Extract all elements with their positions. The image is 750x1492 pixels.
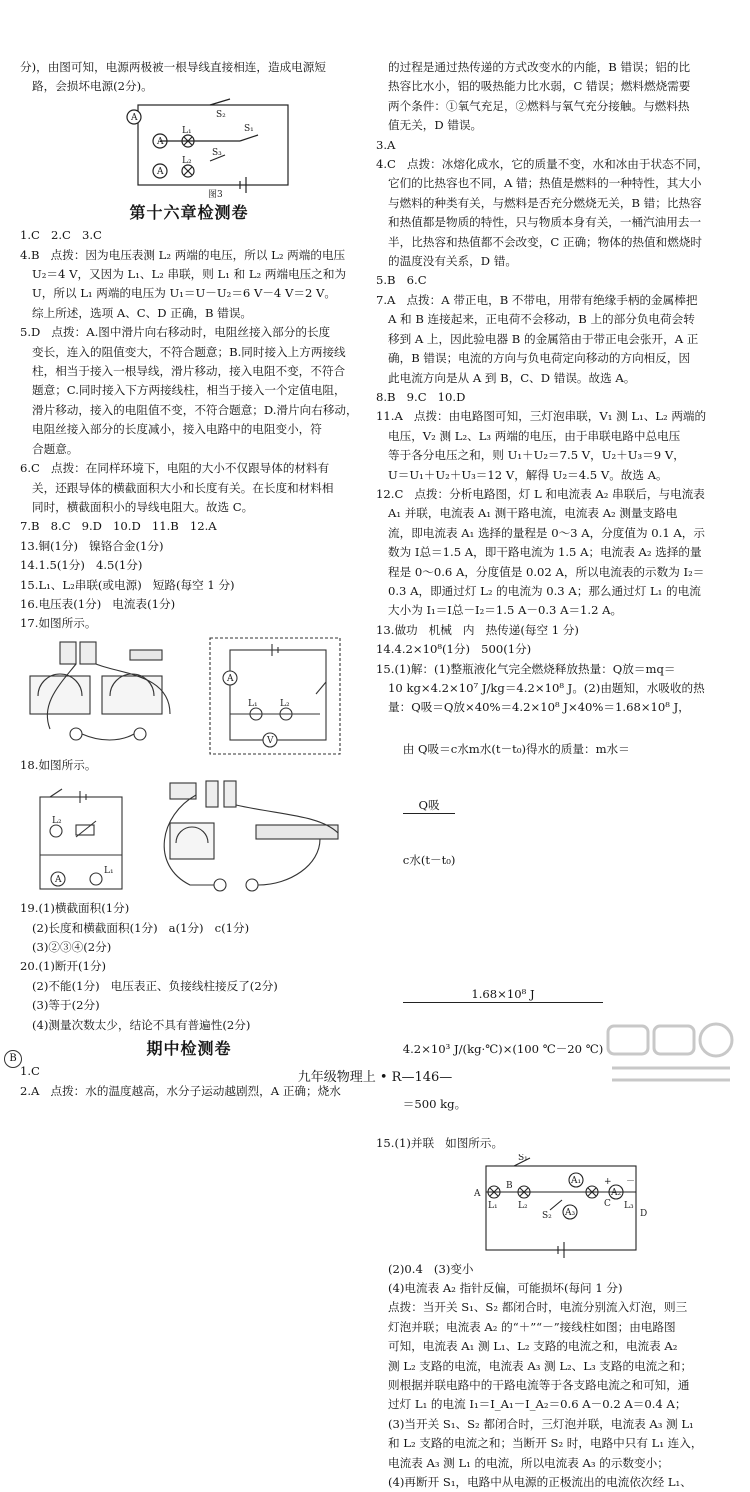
left-line: 4.B 点拨：因为电压表测 L₂ 两端的电压，所以 L₂ 两端的电压 — [20, 247, 346, 262]
right-line: 大小为 I₁＝I总－I₂＝1.5 A－0.3 A＝1.2 A。 — [388, 603, 623, 618]
svg-text:L₂: L₂ — [52, 816, 62, 827]
left-line: 15.L₁、L₂串联(或电源) 短路(每空 1 分) — [20, 577, 235, 592]
svg-text:A: A — [157, 166, 164, 177]
formula-fraction-1 — [403, 760, 456, 907]
right-line: 3.A — [376, 137, 396, 152]
svg-text:A₁: A₁ — [571, 1175, 582, 1186]
svg-text:L₁: L₁ — [248, 698, 258, 709]
right-line: 4.C 点拨：冰熔化成水，它的质量不变，水和冰由于状态不同， — [376, 157, 709, 172]
right-line: 5.B 6.C — [376, 273, 427, 288]
left-line: 17.如图所示。 — [20, 616, 97, 631]
left-line: (3)等于(2分) — [32, 998, 100, 1013]
left-line: 综上所述，选项 A、C、D 正确，B 错误。 — [32, 305, 253, 320]
right-line: A₁ 并联，电流表 A₁ 测干路电流，电流表 A₂ 测量支路电 — [388, 506, 678, 521]
svg-text:L₂: L₂ — [518, 1200, 528, 1211]
svg-text:L₁: L₁ — [182, 125, 192, 136]
right-line: 7.A 点拨：A 带正电，B 不带电，用带有绝缘手柄的金属棒把 — [376, 292, 698, 307]
right-line: 量：Q吸＝Q放×40%＝4.2×10⁸ J×40%＝1.68×10⁸ J， — [388, 700, 690, 715]
page-badge: B — [4, 1050, 22, 1068]
right-line: (2)0.4 (3)变小 — [388, 1261, 474, 1276]
left-line: 16.电压表(1分) 电流表(1分) — [20, 596, 176, 611]
left-line: 19.(1)横截面积(1分) — [20, 901, 130, 916]
left-line: 5.D 点拨：A.图中滑片向右移动时，电阻丝接入部分的长度 — [20, 325, 331, 340]
svg-text:A: A — [157, 136, 164, 147]
right-line: 测 L₂ 支路的电流，电流表 A₃ 测 L₂、L₃ 支路的电流之和； — [388, 1358, 693, 1373]
left-line: 变长，连入的阻值变大，不符合题意；B.同时接入上方两接线 — [32, 344, 346, 359]
left-line: 题意；C.同时接入下方两接线柱，相当于接入一个定值电阻， — [32, 383, 346, 398]
right-line: 过灯 L₁ 的电流 I₁＝I_A₁－I_A₂＝0.6 A－0.2 A＝0.4 A； — [388, 1397, 687, 1412]
svg-text:S₁: S₁ — [244, 123, 254, 134]
left-line-18: 18.如图所示。 — [20, 757, 97, 772]
svg-text:A₂: A₂ — [611, 1187, 622, 1198]
right-line: 半，比热容和热值都不会改变，C 正确；物体的热值和燃烧时 — [388, 234, 702, 249]
right-line: (3)当开关 S₁、S₂ 都闭合时，三灯泡并联，电流表 A₃ 测 L₁ — [388, 1416, 694, 1431]
water-mass-formula — [376, 721, 728, 927]
svg-text:L₁: L₁ — [104, 866, 114, 877]
left-line: U₂＝4 V，又因为 L₁、L₂ 串联，则 L₁ 和 L₂ 两端电压之和为 — [32, 267, 347, 282]
formula-result: ＝500 kg。 — [402, 1097, 467, 1112]
svg-text:S₁: S₁ — [518, 1153, 528, 1163]
right-line: 和 L₂ 支路的电流之和；当断开 S₂ 时，电路中只有 L₁ 连入， — [388, 1436, 703, 1451]
right-line: 它们的比热容也不同，A 错；热值是燃料的一种特性，其大小 — [388, 176, 702, 191]
right-line-15: 15.(1)并联 如图所示。 — [376, 1136, 504, 1151]
fraction-1-numerator: Q吸 — [403, 798, 456, 814]
right-line: 13.做功 机械 内 热传递(每空 1 分) — [376, 622, 579, 637]
left-line: 7.B 8.C 9.D 10.D 11.B 12.A — [20, 519, 217, 534]
formula-lead: 由 Q吸＝c水m水(t－t₀)得水的质量：m水＝ — [402, 742, 630, 757]
svg-text:A: A — [55, 875, 62, 886]
svg-text:A: A — [227, 673, 234, 684]
figure-3-caption: 图3 — [208, 189, 223, 199]
right-line: 确，B 错误；电流的方向与负电荷定向移动的方向相反，因 — [388, 351, 691, 366]
svg-text:B: B — [506, 1180, 513, 1191]
right-line: 等于各分电压之和，则 U₁＋U₂＝7.5 V，U₂＋U₃＝9 V， — [388, 448, 685, 463]
right-line: 和热值都是物质的特性，只与物质本身有关，一桶汽油用去一 — [388, 215, 702, 230]
left-column — [20, 58, 358, 1101]
svg-text:S₂: S₂ — [216, 109, 226, 120]
right-column — [376, 58, 728, 1492]
right-line: 热容比水小，铝的吸热能力比水弱，C 错误；燃料燃烧需要 — [388, 79, 691, 94]
svg-text:A: A — [131, 112, 138, 123]
right-line: 流，即电流表 A₁ 选择的量程是 0～3 A，分度值为 0.1 A，示 — [388, 525, 705, 540]
right-line: (4)电流表 A₂ 指针反偏，可能损坏(每问 1 分) — [388, 1280, 623, 1295]
left-line: 柱，相当于接入一根导线，滑片移动，接入电阻不变，不符合 — [32, 364, 346, 379]
left-line: 2.A 点拨：水的温度越高，水分子运动越剧烈，A 正确；烧水 — [20, 1083, 341, 1098]
left-line: 电阻丝接入部分的长度减小，接入电路中的电阻变小，符 — [32, 422, 322, 437]
right-line: 电压，V₂ 测 L₂、L₃ 两端的电压，由于串联电路中总电压 — [388, 428, 681, 443]
svg-text:L₁: L₁ — [488, 1200, 498, 1211]
left-line: 1.C 2.C 3.C — [20, 228, 102, 243]
svg-text:－: － — [626, 1176, 636, 1187]
page-footer: 九年级物理上 • R—146— — [297, 1070, 453, 1085]
left-line: 14.1.5(1分) 4.5(1分) — [20, 558, 143, 573]
left-line: U，所以 L₁ 两端的电压为 U₁＝U－U₂＝6 V－4 V＝2 V。 — [32, 286, 336, 301]
chapter-16-title: 第十六章检测卷 — [129, 202, 249, 222]
left-line: (2)不能(1分) 电压表正、负接线柱接反了(2分) — [32, 978, 278, 993]
svg-text:L₃: L₃ — [624, 1200, 634, 1211]
right-line: 可知，电流表 A₁ 测 L₁、L₂ 支路的电流之和，电流表 A₂ — [388, 1339, 678, 1354]
left-line: 同时，横截面积小的导线电阻大。故选 C。 — [32, 499, 254, 514]
svg-text:S₂: S₂ — [542, 1210, 552, 1221]
right-line: 8.B 9.C 10.D — [376, 389, 466, 404]
right-line: 此电流方向是从 A 到 B，C、D 错误。故选 A。 — [388, 370, 636, 385]
right-line: 电流表 A₃ 测 L₁ 的电流，所以电流表 A₃ 的示数变小； — [388, 1455, 669, 1470]
left-line: 13.铜(1分) 镍铬合金(1分) — [20, 538, 164, 553]
right-line: A 和 B 连接起来，正电荷不会移动，B 上的部分负电荷会转 — [388, 312, 695, 327]
svg-text:A: A — [474, 1188, 481, 1199]
left-line: 20.(1)断开(1分) — [20, 959, 107, 974]
svg-text:V: V — [267, 735, 274, 746]
svg-text:L₂: L₂ — [182, 155, 192, 166]
right-line: 数为 I总＝1.5 A，即干路电流为 1.5 A；电流表 A₂ 选择的量 — [388, 545, 702, 560]
svg-text:C: C — [604, 1198, 611, 1209]
svg-text:+: + — [604, 1176, 612, 1187]
right-line: 11.A 点拨：由电路图可知，三灯泡串联，V₁ 测 L₁、L₂ 两端的 — [376, 409, 707, 424]
left-line: (3)②③④(2分) — [32, 939, 112, 954]
fraction-2-numerator: 1.68×10⁸ J — [403, 987, 604, 1003]
left-line: 1.C — [20, 1064, 40, 1079]
fraction-2-denominator: 4.2×10³ J/(kg·℃)×(100 ℃－20 ℃) — [402, 1041, 604, 1056]
left-line: 关，还跟导体的横截面积大小和长度有关。在长度和材料相 — [32, 480, 334, 495]
svg-text:A₃: A₃ — [565, 1207, 576, 1218]
left-intro-line-1: 分)，由图可知，电源两极被一根导线直接相连，造成电源短 — [20, 60, 326, 74]
right-line: 12.C 点拨：分析电路图，灯 L 和电流表 A₂ 串联后，与电流表 — [376, 486, 705, 501]
right-line: U＝U₁＋U₂＋U₃＝12 V，解得 U₂＝4.5 V。故选 A。 — [388, 467, 668, 482]
svg-text:D: D — [640, 1208, 648, 1219]
figure-15-circuit — [466, 1154, 750, 1260]
figure-18 — [20, 775, 358, 899]
right-line: 的过程是通过热传递的方式改变水的内能，B 错误；铝的比 — [388, 60, 691, 74]
right-line: 10 kg×4.2×10⁷ J/kg＝4.2×10⁸ J。(2)由题知，水吸收的热 — [388, 681, 705, 695]
right-line: 程是 0～0.6 A，分度值是 0.02 A，所以电流表的示数为 I₂＝ — [388, 564, 705, 579]
left-line: (2)长度和横截面积(1分) a(1分) c(1分) — [32, 920, 250, 935]
left-line: 6.C 点拨：在同样环境下，电阻的大小不仅跟导体的材料有 — [20, 461, 330, 476]
svg-text:S₃: S₃ — [212, 147, 222, 158]
fraction-1-denominator: c水(t－t₀) — [402, 853, 456, 868]
right-line: (4)再断开 S₁，电路中从电源的正极流出的电流依次经 L₁、 — [388, 1475, 692, 1489]
right-line: 灯泡并联；电流表 A₂ 的“＋”“－”接线柱如图；由电路图 — [388, 1319, 676, 1334]
midterm-title: 期中检测卷 — [146, 1039, 232, 1058]
figure-17 — [20, 634, 358, 756]
right-line: 点拨：当开关 S₁、S₂ 都闭合时，电流分别流入灯泡，则三 — [388, 1300, 688, 1315]
left-line: (4)测量次数太少，结论不具有普遍性(2分) — [32, 1017, 251, 1032]
left-intro-line-2: 路，会损坏电源(2分)。 — [32, 79, 153, 94]
svg-text:L₂: L₂ — [280, 698, 290, 709]
right-line: 15.(1)解：(1)整瓶液化气完全燃烧释放热量：Q放＝mq＝ — [376, 661, 676, 676]
left-line: 合题意。 — [32, 441, 79, 456]
figure-3-circuit — [120, 97, 320, 199]
right-line: 14.4.2×10⁸(1分) 500(1分) — [376, 642, 532, 657]
right-line: 则根据并联电路中的干路电流等于各支路电流之和可知，通 — [388, 1377, 690, 1392]
right-line: 与燃料的种类有关，与燃料是否充分燃烧无关，B 错；比热容 — [388, 195, 702, 210]
right-line: 0.3 A，即通过灯 L₂ 的电流为 0.3 A；那么通过灯 L₁ 的电流 — [388, 583, 701, 598]
right-line: 移到 A 上，因此验电器 B 的金属箔由于带正电会张开，A 正 — [388, 331, 699, 346]
watermark-logo-icon — [600, 1018, 740, 1088]
left-line: 滑片移动，接入的电阻值不变，不符合题意；D.滑片向右移动， — [32, 402, 358, 417]
right-line: 两个条件：①氧气充足，②燃料与氧气充分接触。与燃料热 — [388, 98, 690, 113]
right-line: 的温度没有关系，D 错。 — [388, 254, 517, 269]
right-line: 值无关，D 错误。 — [388, 118, 483, 133]
